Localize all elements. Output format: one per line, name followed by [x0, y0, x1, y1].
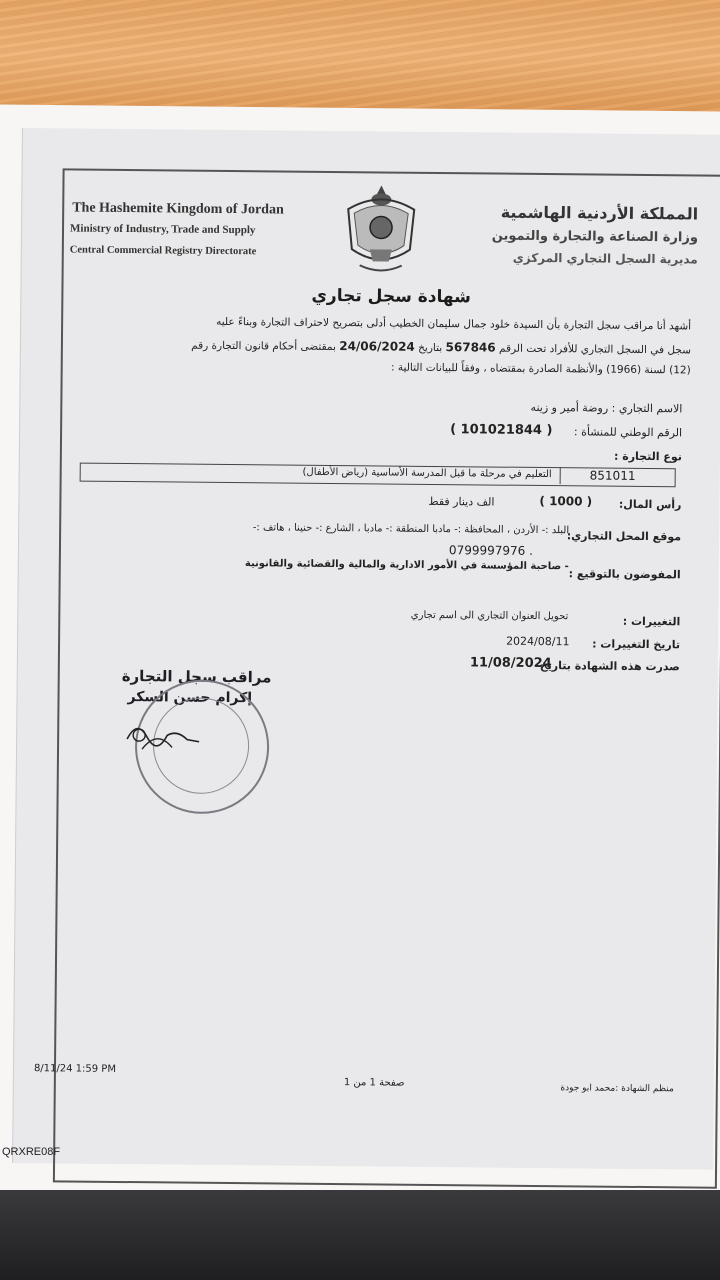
- changes-date-label: تاريخ التغييرات :: [592, 637, 681, 652]
- certificate-organizer: منظم الشهادة :محمد ابو جودة: [560, 1083, 674, 1095]
- signatories-label: المفوضون بالتوقيع :: [568, 567, 681, 582]
- phone-number: 0799997976 .: [448, 543, 534, 558]
- signatories-value: - صاحبة المؤسسة في الأمور الادارية والمالية والقضائية والقانونية: [244, 558, 569, 573]
- intro-line2-a: سجل في السجل التجاري للأفراد تحت الرقم: [498, 342, 691, 357]
- page-number: صفحة 1 من 1: [343, 1077, 405, 1089]
- location-value: البلد :- الأردن ، المحافظة :- مادبا المنطقة :- مادبا ، الشارع :- حنينا ، هاتف :-: [252, 522, 570, 537]
- signature-title: مراقب سجل التجارة: [121, 666, 272, 687]
- header-ar-line1: المملكة الأردنية الهاشمية: [500, 202, 699, 224]
- registry-date: 24/06/2024: [339, 339, 415, 354]
- header-ar-line3: مديرية السجل التجاري المركزي: [512, 250, 698, 267]
- coat-of-arms-icon: [340, 179, 423, 278]
- document-code: QRXRE08F: [2, 1146, 61, 1158]
- print-timestamp: 8/11/24 1:59 PM: [33, 1063, 117, 1075]
- intro-line2-b: بتاريخ: [418, 341, 443, 355]
- changes-value: تحويل العنوان التجاري الى اسم تجاري: [410, 609, 569, 623]
- issued-date: 11/08/2024: [469, 655, 552, 672]
- national-id-label: الرقم الوطني للمنشأة :: [573, 425, 683, 440]
- activity-description: التعليم في مرحلة ما قبل المدرسة الأساسية (رياض الأطفال): [302, 466, 552, 481]
- capital-value: ( 1000 ): [539, 493, 593, 509]
- activity-code: 851011: [589, 468, 636, 483]
- registry-number: 567846: [445, 340, 496, 355]
- intro-line1: أشهد أنا مراقب سجل التجارة بأن السيدة خلود جمال سليمان الخطيب أدلى بتصريح لاحتراف التجارة وبناءً عليه: [216, 315, 692, 333]
- changes-date-value: 2024/08/11: [506, 634, 570, 649]
- header-en-line3: Central Commercial Registry Directorate: [69, 244, 257, 258]
- activity-table-divider: [560, 467, 561, 484]
- issued-label: صدرت هذه الشهادة بتاريخ: [539, 658, 680, 674]
- capital-words: الف دينار فقط: [428, 494, 495, 509]
- dark-surface-background: [0, 1190, 720, 1280]
- trade-name: الاسم التجاري : روضة أمير و زينه: [530, 400, 683, 416]
- certificate-paper: [12, 128, 720, 1170]
- signature-name: إكرام حسن السكر: [127, 689, 253, 707]
- trade-type-label: نوع التجارة :: [613, 449, 682, 464]
- header-ar-line2: وزارة الصناعة والتجارة والتموين: [491, 228, 699, 246]
- national-id-value: ( 101021844 ): [450, 422, 553, 439]
- header-en-line2: Ministry of Industry, Trade and Supply: [69, 222, 256, 237]
- location-label: موقع المحل التجاري:: [566, 529, 682, 544]
- handwritten-signature: [117, 709, 207, 760]
- intro-line3: (12) لسنة (1966) والأنظمة الصادرة بمقتضاه ، وفقاً للبيانات التالية :: [391, 361, 691, 377]
- capital-label: رأس المال:: [618, 497, 682, 512]
- header-en-line1: The Hashemite Kingdom of Jordan: [72, 200, 284, 218]
- certificate-title: شهادة سجل تجاري: [311, 285, 471, 308]
- intro-line2-c: بمقتضى أحكام قانون التجارة رقم: [191, 339, 336, 354]
- changes-label: التغييرات :: [622, 614, 681, 629]
